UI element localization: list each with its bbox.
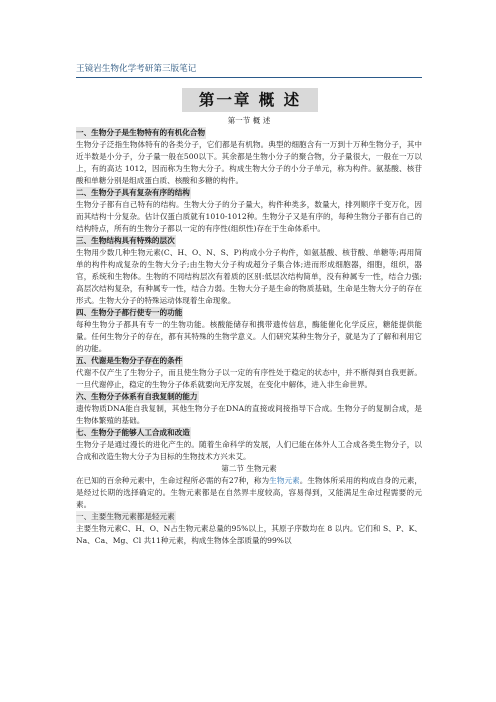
paragraph-8 xyxy=(76,475,422,511)
paragraph-4: 每种生物分子都具有专一的生物功能。核酸能储存和携带遗传信息，酶能催化化学反应，糖能提供能量。任何生物分子的存在，都有其特殊的生物学意义。人们研究某种生物分子，就是为了了解和利用它的功能。 xyxy=(76,320,422,353)
heading-4: 四、生物分子都行使专一的功能 xyxy=(76,308,183,317)
paragraph-3: 生物用少数几种生物元素(C、H、O、N、S、P)构成小分子构件，如氨基酸、核苷酸、单糖等;再用简单的构件构成复杂的生物大分子;由生物大分子构成超分子集合体;进而形成细胞器，细胞，组织，器官，系统和生物体。生物的不同结构层次有着质的区别:低层次结构简单，没有种属专一性，结合力强;高层次结构复杂，有种属专一性，结合力弱。生物大分子是生命的物质基础，生命是生物大分子的存在形式。生物大分子的特殊运动体现着生命现象。 xyxy=(76,248,422,305)
paragraph-1: 生物分子泛指生物体特有的各类分子，它们都是有机物。典型的细胞含有一万到十万种生物分子，其中近半数是小分子，分子量一般在500以下。其余都是生物小分子的聚合物，分子量很大，一般在一万以上，有的高达 1012，因而称为生物大分子。构成生物大分子的小分子单元，称为构件。氨基酸、核苷酸和单糖分别是组成蛋白质、核酸和多糖的构件。 xyxy=(76,140,422,185)
paragraph-8-text-b: 。生物体所采用的构成自身的元素，是经过长期的选择确定的。生物元素都是在自然界丰度较高，容易得到，又能满足生命过程需要的元素。 xyxy=(76,476,422,509)
heading-5: 五、代谢是生物分子存在的条件 xyxy=(76,356,183,365)
section-title-2: 第二节 生物元素 xyxy=(221,464,277,473)
paragraph-9: 主要生物元素C、H、O、N占生物元素总量的95%以上，其原子序数均在 8 以内。它们和 S、P、K、Na、Ca、Mg、Cl 共11种元素，构成生物体全部质量的99%以 xyxy=(76,524,422,545)
heading-2: 二、生物分子具有复杂有序的结构 xyxy=(76,188,190,197)
heading-9: 一、主要生物元素都是轻元素 xyxy=(76,512,175,521)
header-divider xyxy=(76,77,422,78)
bio-elements-term: 生物元素 xyxy=(269,476,300,485)
paragraph-7: 生物分子是通过漫长的进化产生的。随着生命科学的发展，人们已能在体外人工合成各类生物分子，以合成和改造生物大分子为目标的生物技术方兴未艾。 xyxy=(76,440,422,461)
heading-1: 一、生物分子是生物特有的有机化合物 xyxy=(76,128,206,137)
document-body xyxy=(76,115,422,547)
paragraph-8-text-a: 在已知的百余种元素中，生命过程所必需的有27种，称为 xyxy=(76,476,270,485)
section-title-1: 第一节 概 述 xyxy=(227,116,271,125)
heading-7: 七、生物分子能够人工合成和改造 xyxy=(76,428,190,437)
heading-6: 六、生物分子体系有自我复制的能力 xyxy=(76,392,198,401)
heading-3: 三、生物结构具有特殊的层次 xyxy=(76,236,175,245)
paragraph-5: 代谢不仅产生了生物分子，而且使生物分子以一定的有序性处于稳定的状态中，并不断得到自我更新。一旦代谢停止，稳定的生物分子体系就要向无序发展，在变化中解体，进入非生命世界。 xyxy=(76,368,422,389)
document-header-title: 王镜岩生物化学考研第三版笔记 xyxy=(76,64,197,74)
paragraph-6: 遗传物质DNA能自我复制，其他生物分子在DNA的直接或间接指导下合成。生物分子的复制合成，是生物体繁殖的基础。 xyxy=(76,404,422,425)
paragraph-2: 生物分子都有自己特有的结构。生物大分子的分子量大，构件种类多，数量大，排列顺序千变万化，因而其结构十分复杂。估计仅蛋白质就有1010-1012种。生物分子又是有序的，每种生物分子都有自己的结构特点，所有的生物分子都以一定的有序性(组织性)存在于生命体系中。 xyxy=(76,200,422,233)
chapter-title: 第一章 概 述 xyxy=(182,88,318,112)
